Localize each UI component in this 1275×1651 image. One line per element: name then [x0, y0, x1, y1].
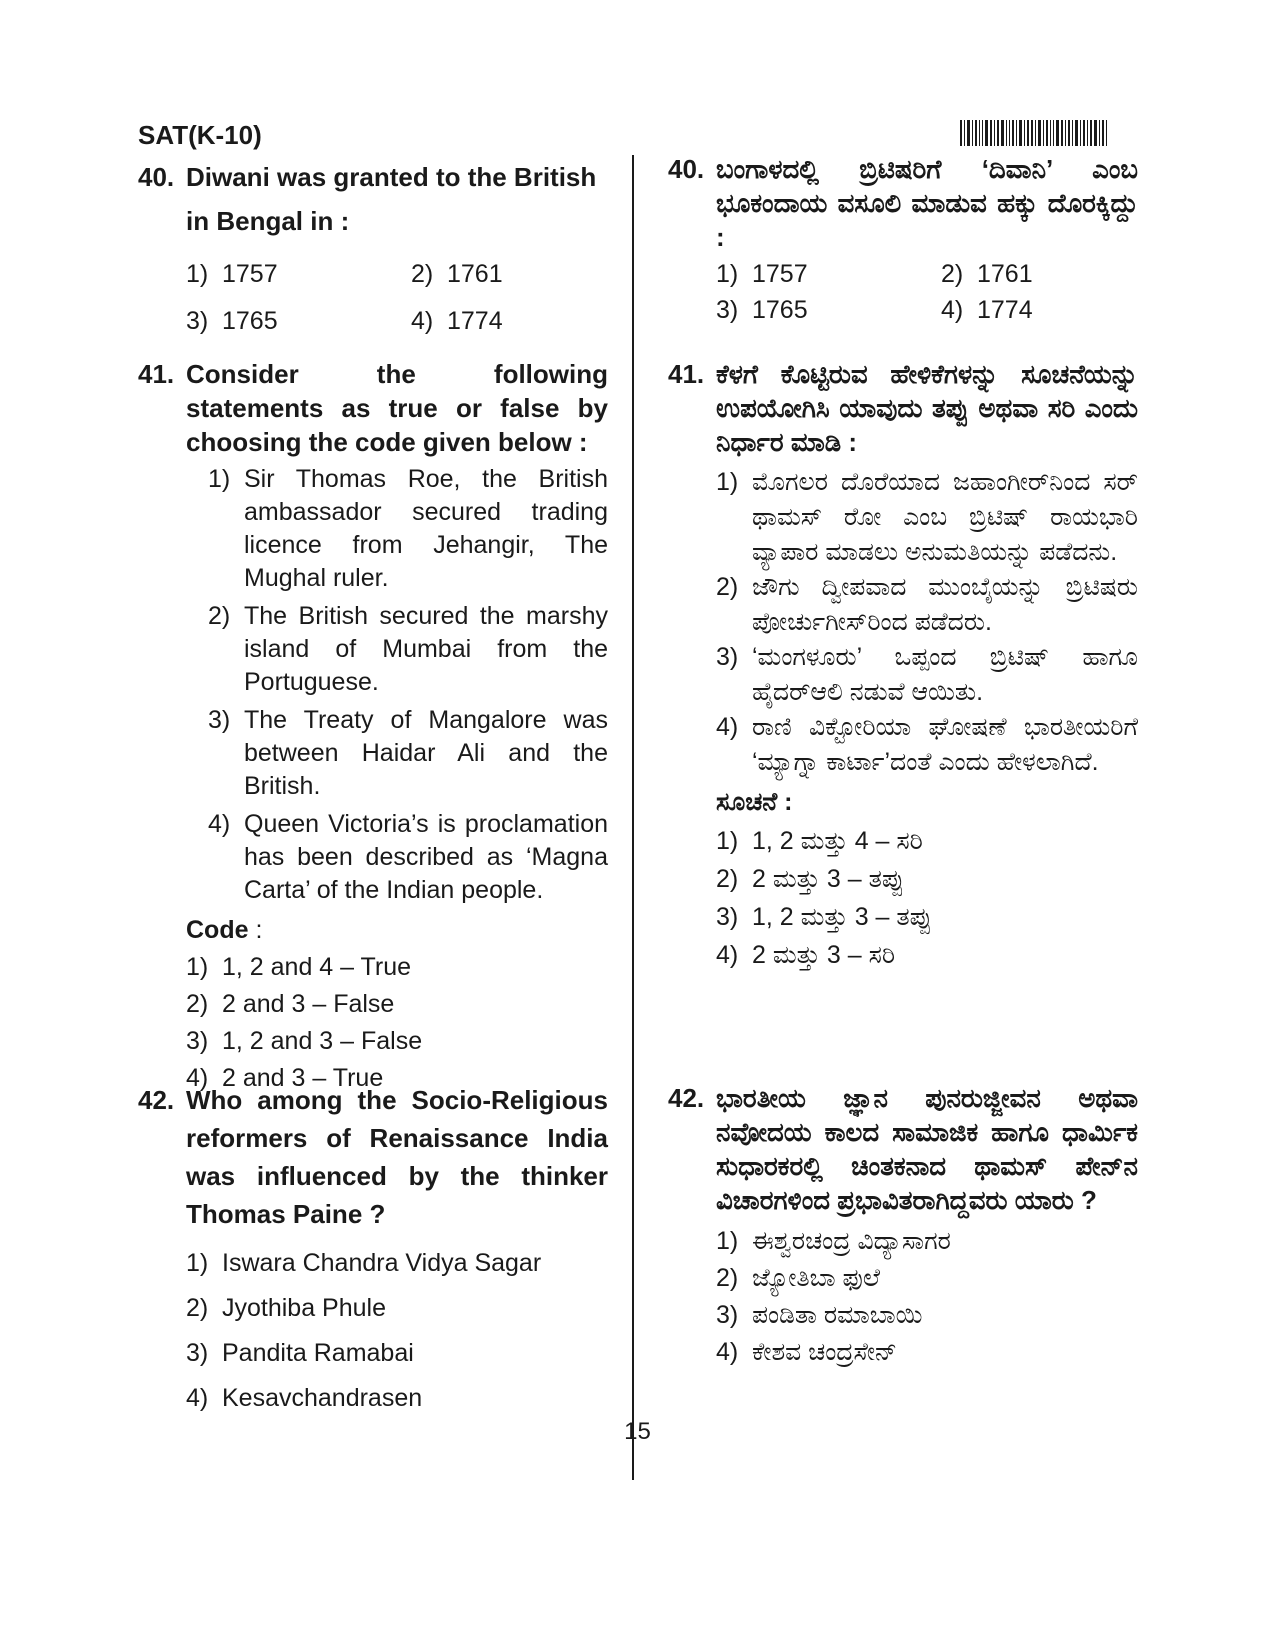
- option: 4) Kesavchandrasen: [186, 1384, 423, 1412]
- question-text: Who among the Socio-Religious reformers of Renaissance India was influenced by the thinker Thomas Paine ?: [186, 1085, 608, 1229]
- statement: 3) The Treaty of Mangalore was between Haidar Ali and the British.: [208, 706, 608, 800]
- question-text: ಬಂಗಾಳದಲ್ಲಿ ಬ್ರಿಟಿಷರಿಗೆ ‘ದಿವಾನಿ’ ಎಂಬ ಭೂಕಂದಾಯ ವಸೂಲಿ ಮಾಡುವ ಹಕ್ಕು ದೊರಕ್ಕಿದ್ದು :: [716, 154, 1138, 252]
- question-number: 41.: [668, 359, 705, 389]
- option: 4) 1774: [941, 296, 1033, 324]
- option: 2) 2 and 3 – False: [186, 990, 395, 1018]
- question-text: ಕೆಳಗೆ ಕೊಟ್ಟಿರುವ ಹೇಳಿಕೆಗಳನ್ನು ಸೂಚನೆಯನ್ನು ಉಪಯೋಗಿಸಿ ಯಾವುದು ತಪ್ಪು ಅಥವಾ ಸರಿ ಎಂದು ನಿರ್ಧಾರ ಮಾಡಿ :: [716, 359, 1138, 457]
- barcode: [960, 120, 1128, 146]
- question-text-line: Diwani was granted to the British: [186, 162, 597, 192]
- option: 4) 2 ಮತ್ತು 3 – ಸರಿ: [716, 941, 896, 969]
- option: 1) 1757: [186, 260, 278, 288]
- question-number: 42.: [668, 1083, 705, 1113]
- question-number: 41.: [138, 359, 175, 389]
- statement: 2) The British secured the marshy island of Mumbai from the Portuguese.: [208, 602, 608, 696]
- option: 3) 1765: [716, 296, 808, 324]
- question-text: Consider the following statements as true or false by choosing the code given below :: [186, 359, 608, 457]
- option: 1) 1, 2 and 4 – True: [186, 953, 412, 981]
- option: 3) 1, 2 ಮತ್ತು 3 – ತಪ್ಪು: [716, 903, 932, 931]
- option: 2) 1761: [411, 260, 503, 288]
- option: 3) ಪಂಡಿತಾ ರಮಾಬಾಯಿ: [716, 1301, 923, 1329]
- question-40-kn: [668, 152, 1138, 328]
- option: 1) 1, 2 ಮತ್ತು 4 – ಸರಿ: [716, 827, 923, 855]
- question-text: ಭಾರತೀಯ ಜ್ಞಾನ ಪುನರುಜ್ಜೀವನ ಅಥವಾ ನವೋದಯ ಕಾಲದ ಸಾಮಾಜಿಕ ಹಾಗೂ ಧಾರ್ಮಿಕ ಸುಧಾರಕರಲ್ಲಿ ಚಿಂತಕನಾದ ಥಾಮಸ್ ಪೇನ್‌ನ ವಿಚಾರಗಳಿಂದ ಪ್ರಭಾವಿತರಾಗಿದ್ದವರು ಯಾರು ?: [716, 1083, 1138, 1215]
- option: 2) 1761: [941, 260, 1033, 288]
- option: 1) ಈಶ್ವರಚಂದ್ರ ವಿದ್ಯಾಸಾಗರ: [716, 1227, 951, 1255]
- question-text-line: in Bengal in :: [186, 206, 350, 236]
- option: 4) 2 and 3 – True: [186, 1064, 384, 1092]
- option: 2) Jyothiba Phule: [186, 1294, 387, 1322]
- question-42-kn: [668, 1081, 1138, 1371]
- statement: 3) ‘ಮಂಗಳೂರು’ ಒಪ್ಪಂದ ಬ್ರಿಟಿಷ್ ಹಾಗೂ ಹೈದರ್‌ಆಲಿ ನಡುವೆ ಆಯಿತು.: [716, 643, 1138, 706]
- question-41-kn: [668, 357, 1138, 974]
- statement: 2) ಜೌಗು ದ್ವೀಪವಾದ ಮುಂಬೈಯನ್ನು ಬ್ರಿಟಿಷರು ಪೋರ್ಚುಗೀಸ್‌ರಿಂದ ಪಡೆದರು.: [716, 573, 1138, 636]
- question-42-en: [138, 1081, 608, 1421]
- option: 1) Iswara Chandra Vidya Sagar: [186, 1249, 542, 1277]
- statement: 4) Queen Victoria’s is proclamation has been described as ‘Magna Carta’ of the Indian people.: [208, 810, 608, 904]
- question-number: 40.: [668, 154, 705, 184]
- option: 1) 1757: [716, 260, 808, 288]
- statement: 1) ಮೊಗಲರ ದೊರೆಯಾದ ಜಹಾಂಗೀರ್‌ನಿಂದ ಸರ್ ಥಾಮಸ್ ರೋ ಎಂಬ ಬ್ರಿಟಿಷ್ ರಾಯಭಾರಿ ವ್ಯಾಪಾರ ಮಾಡಲು ಅನುಮತಿಯನ್ನು ಪಡೆದನು.: [716, 468, 1138, 566]
- code-heading: Code :: [186, 916, 263, 944]
- option: 3) Pandita Ramabai: [186, 1339, 414, 1367]
- page-number: 15: [624, 1418, 651, 1445]
- question-number: 40.: [138, 162, 175, 192]
- paper-code: SAT(K-10): [138, 120, 262, 150]
- option: 2) 2 ಮತ್ತು 3 – ತಪ್ಪು: [716, 865, 905, 893]
- option: 2) ಜ್ಯೋತಿಬಾ ಫುಲೆ: [716, 1264, 881, 1292]
- code-heading: ಸೂಚನೆ :: [716, 788, 793, 816]
- column-divider: [632, 155, 634, 1480]
- statement: 1) Sir Thomas Roe, the British ambassador secured trading licence from Jehangir, The Mughal ruler.: [208, 465, 608, 592]
- option: 3) 1, 2 and 3 – False: [186, 1027, 423, 1055]
- question-40-en: [138, 155, 608, 345]
- option: 4) 1774: [411, 307, 503, 335]
- question-41-en: [138, 357, 608, 1097]
- option: 4) ಕೇಶವ ಚಂದ್ರಸೇನ್: [716, 1338, 898, 1366]
- statement: 4) ರಾಣಿ ವಿಕ್ಟೋರಿಯಾ ಘೋಷಣೆ ಭಾರತೀಯರಿಗೆ ‘ಮ್ಯಾಗ್ನಾ ಕಾರ್ಟಾ’ದಂತೆ ಎಂದು ಹೇಳಲಾಗಿದೆ.: [716, 713, 1138, 776]
- question-number: 42.: [138, 1085, 175, 1115]
- option: 3) 1765: [186, 307, 278, 335]
